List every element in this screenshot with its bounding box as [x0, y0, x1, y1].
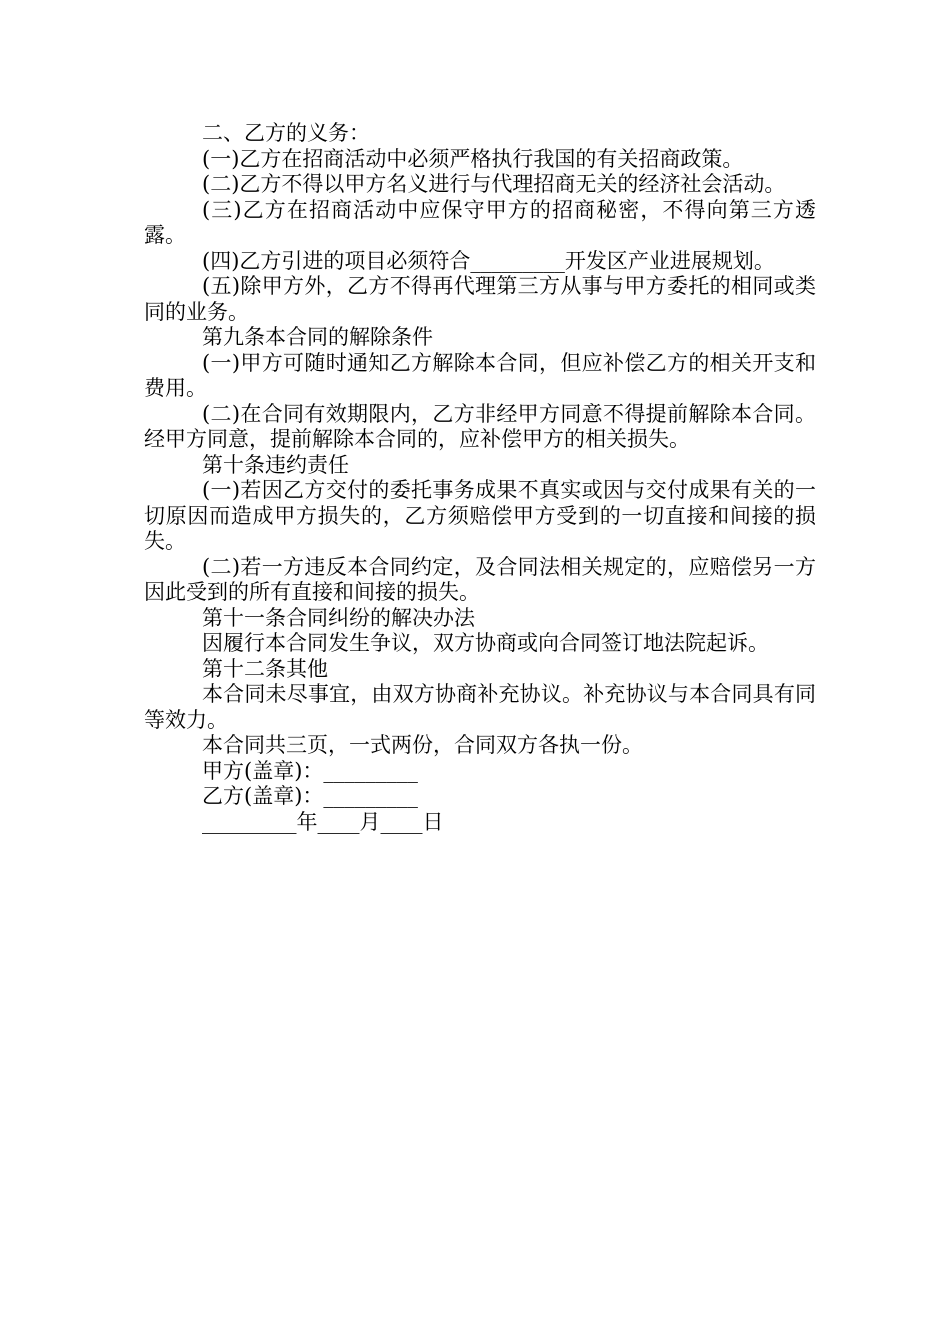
clause-paragraph: 因履行本合同发生争议，双方协商或向合同签订地法院起诉。: [202, 631, 769, 655]
copies-statement: 本合同共三页，一式两份，合同双方各执一份。: [202, 733, 643, 757]
document-body: [144, 121, 816, 835]
party-b-seal-line: 乙方(盖章)：_________: [202, 784, 418, 808]
clause-paragraph: (一)甲方可随时通知乙方解除本合同，但应补偿乙方的相关开支和费用。: [144, 350, 816, 400]
article-heading-disputes: 第十一条合同纠纷的解决办法: [202, 605, 475, 630]
article-heading-termination: 第九条本合同的解除条件: [202, 325, 433, 349]
article-heading-other: 第十二条其他: [202, 656, 328, 681]
clause-paragraph: (一)若因乙方交付的委托事务成果不真实或因与交付成果有关的一切原因而造成甲方损失的，乙方须赔偿甲方受到的一切直接和间接的损失。: [144, 478, 816, 553]
clause-paragraph: (四)乙方引进的项目必须符合_________开发区产业进展规划。: [202, 248, 775, 273]
clause-paragraph: (二)在合同有效期限内，乙方非经甲方同意不得提前解除本合同。经甲方同意，提前解除本合同的，应补偿甲方的相关损失。: [144, 401, 816, 451]
clause-paragraph: 本合同未尽事宜，由双方协商补充协议。补充协议与本合同具有同等效力。: [144, 682, 816, 732]
clause-paragraph: (五)除甲方外，乙方不得再代理第三方从事与甲方委托的相同或类同的业务。: [144, 274, 816, 324]
clause-paragraph: (一)乙方在招商活动中必须严格执行我国的有关招商政策。: [202, 146, 744, 171]
date-line: _________年____月____日: [202, 809, 444, 834]
clause-paragraph: (二)若一方违反本合同约定，及合同法相关规定的，应赔偿另一方因此受到的所有直接和间接的损失。: [144, 554, 816, 604]
clause-paragraph: (二)乙方不得以甲方名义进行与代理招商无关的经济社会活动。: [202, 172, 786, 196]
party-a-seal-line: 甲方(盖章)：_________: [202, 758, 418, 783]
section-heading-party-b-obligations: 二、乙方的义务：: [202, 121, 370, 145]
article-heading-liability: 第十条违约责任: [202, 452, 349, 477]
clause-paragraph: (三)乙方在招商活动中应保守甲方的招商秘密，不得向第三方透露。: [144, 197, 816, 247]
